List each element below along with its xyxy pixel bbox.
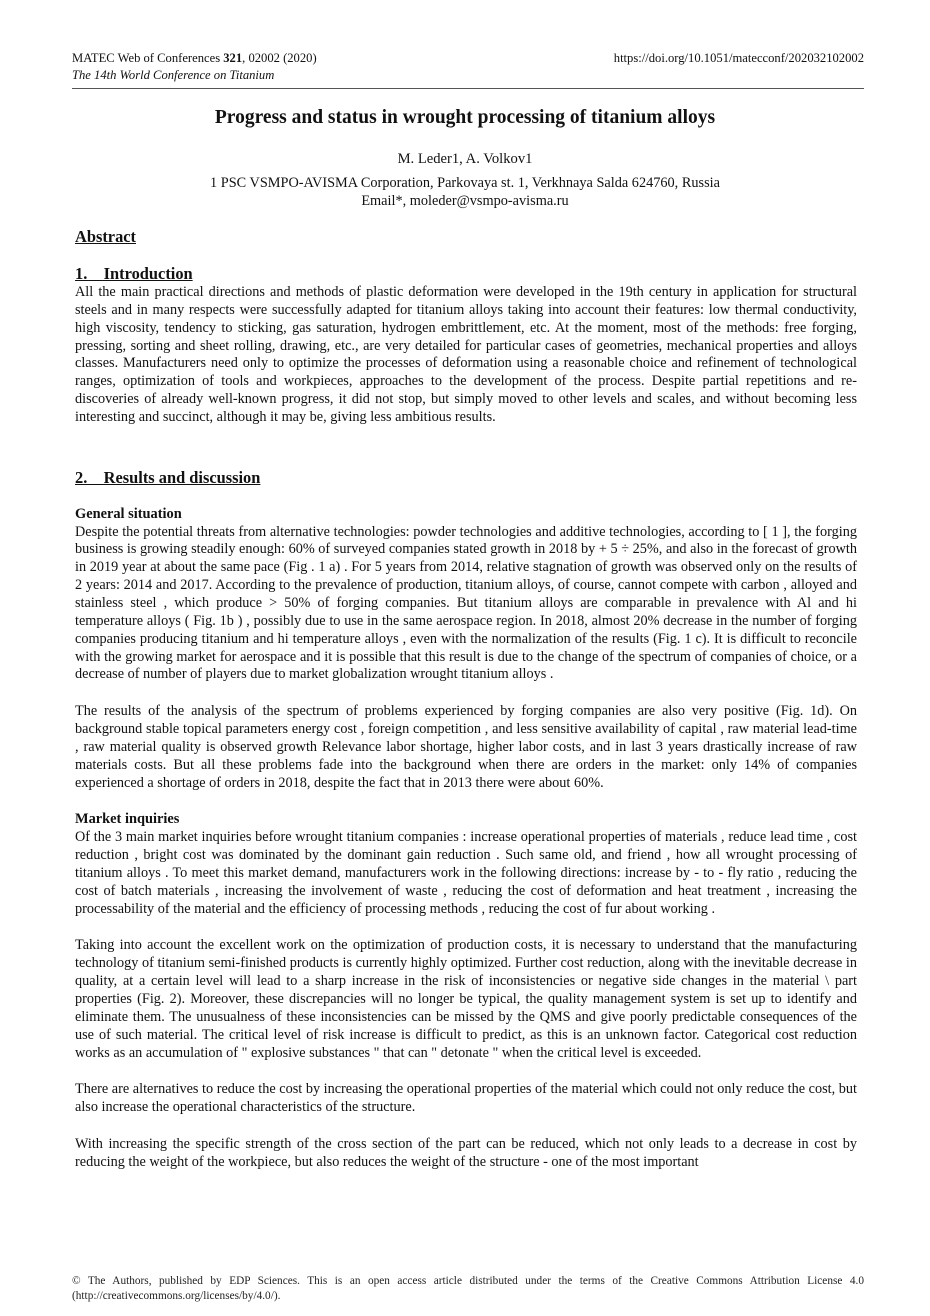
affiliation-block xyxy=(0,174,930,210)
market-inquiries-heading: Market inquiries xyxy=(75,811,180,828)
running-header xyxy=(72,50,864,89)
authors: M. Leder1, A. Volkov1 xyxy=(397,151,533,167)
journal-citation xyxy=(72,50,317,84)
paper-title: Progress and status in wrought processing of titanium alloys xyxy=(214,107,716,128)
general-paragraph-1: Despite the potential threats from alternative technologies: powder technologies and additive technologies, according to [ 1 ], the forging business is growing steadily enough: 60% of surveyed companies stated growth in 2018 by + 5 ÷ 25%, and also in the forecast of growth in 2019 year at about the same pace (Fig . 1 a) . For 5 years from 2014, relative stagnation of growth was observed only on the results of 2 years: 2014 and 2017. According to the prevalence of production, titanium alloys, of course, cannot compete with carbon , alloyed and stainless steel , which produce > 50% of forging companies. But titanium alloys are comparable in prevalence with Al and hi temperature alloys ( Fig. 1b ) , possibly due to use in the same aerospace region. In 2018, almost 20% decrease in the number of forging companies producing titanium and hi temperature alloys , even with the normalization of the results (Fig. 1 c). It is difficult to reconcile with the growing market for aerospace and it is possible that this result is due to the change of the spectrum of companies of choice, or a decrease of number of players due to market globalization wrought titanium alloys . xyxy=(75,523,857,683)
introduction-paragraph: All the main practical directions and methods of plastic deformation were developed in the 19th century in application for structural steels and in many respects were successfully adapted for titanium alloys taking into account their features: low thermal conductivity, high viscosity, tendency to sticking, gas saturation, hydrogen embrittlement, etc. At the moment, most of the methods: free forging, pressing, sorting and sheet rolling, drawing, etc., are very detailed for particular cases of geometries, mechanical properties and alloys classes. Manufacturers need only to optimize the processes of deformation using a reasonable choice and refinement of technological ranges, optimization of tools and workpieces, approaches to the development of the process. Despite partial repetitions and re-discoveries of already well-known progress, it did not stop, but simply moved to other levels and scales, and without becoming less interesting and succinct, although it may be, giving less ambitious results. xyxy=(75,284,857,425)
market-paragraph-4: With increasing the specific strength of the cross section of the part can be reduced, which not only leads to a decrease in cost by reducing the weight of the workpiece, but also reduces the weight of the structure - one of the most important xyxy=(75,1136,857,1170)
journal-volume: 321 xyxy=(223,51,243,65)
license-footer: © The Authors, published by EDP Sciences. This is an open access article distributed under the terms of the Creative Commons Attribution License 4.0 (http://creativecommons.org/licenses/by/4.0/). xyxy=(72,1275,864,1302)
results-heading: 2. Results and discussion xyxy=(75,467,261,487)
affiliation: 1 PSC VSMPO-AVISMA Corporation, Parkovaya st. 1, Verkhnaya Salda 624760, Russia xyxy=(210,175,720,191)
general-paragraph-2: The results of the analysis of the spectrum of problems experienced by forging companies are also very positive (Fig. 1d). On background stable topical parameters energy cost , foreign competition , and less sensitive availability of capital , raw material lead-time , raw material quality is observed growth Relevance labor shortage, higher labor costs, and in last 3 years drastically increase of raw materials costs. But all these problems fade into the background when there are orders in the market: only 14% of companies experienced a shortage of orders in 2018, despite the fact that in 2013 there were about 60%. xyxy=(75,703,857,791)
general-situation-heading: General situation xyxy=(75,505,182,522)
market-paragraph-1: Of the 3 main market inquiries before wrought titanium companies : increase operational properties of materials , reduce lead time , cost reduction , bright cost was dominated by the dominant gain reduction . Such same old, and friend , how all wrought processing of titanium alloys . To meet this market demand, manufacturers work in the following directions: increase by - to - fly ratio , reducing the cost of batch materials , increasing the involvement of waste , reducing the cost of deformation and heat treatment , increasing the processability of the material and the efficiency of processing methods , reducing the cost of fur about working . xyxy=(75,829,857,917)
doi-link[interactable]: https://doi.org/10.1051/matecconf/202032102002 xyxy=(613,51,864,65)
abstract-heading: Abstract xyxy=(75,227,136,246)
paper-body xyxy=(75,227,857,1172)
market-paragraph-3: There are alternatives to reduce the cost by increasing the operational properties of the material which could not only reduce the cost, but also increase the operational characteristics of the structure. xyxy=(75,1081,857,1116)
journal-line xyxy=(72,50,317,67)
conference-name: The 14th World Conference on Titanium xyxy=(72,68,275,82)
market-paragraph-2: Taking into account the excellent work on the optimization of production costs, it is necessary to understand that the manufacturing technology of titanium semi-finished products is currently highly optimized. Further cost reduction, along with the inevitable decrease in quality, at a certain level will lead to a sharp increase in the risk of inconsistencies or negative side changes in the material \ part properties (Fig. 2). Moreover, these discrepancies will no longer be typical, the quality management system is set up to identify and eliminate them. The unusualness of these inconsistencies can be missed by the QMS and give poorly predictable consequences of the use of such material. The critical level of risk increase is difficult to predict, as this is an unknown factor. Categorical cost reduction works as an accumulation of " explosive substances " that can " detonate " when the critical level is exceeded. xyxy=(75,937,857,1061)
email[interactable]: Email*, moleder@vsmpo-avisma.ru xyxy=(361,193,569,209)
journal-name: MATEC Web of Conferences xyxy=(72,51,224,65)
introduction-heading: 1. Introduction xyxy=(75,264,193,283)
article-number: , 02002 (2020) xyxy=(242,51,317,65)
